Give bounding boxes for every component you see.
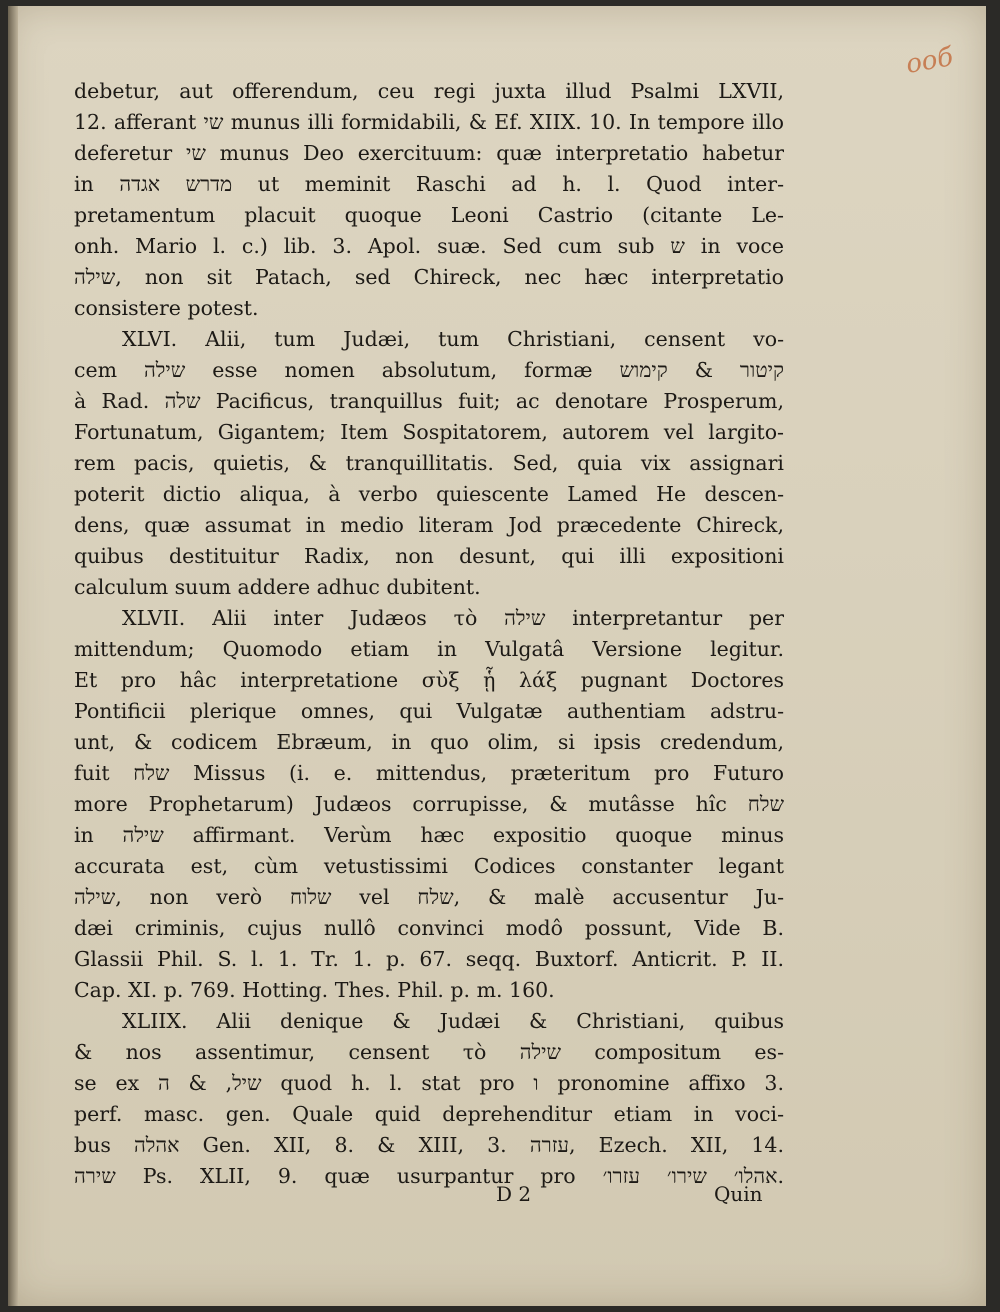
text-line: rem pacis, quietis, & tranquillitatis. Sed, quia vix assignari — [74, 451, 784, 475]
text-line: pretamentum placuit quoque Leoni Castrio (citante Le- — [74, 203, 784, 227]
paragraph-start-xliix: XLIIX. Alii denique & Judæi & Christiani, quibus — [122, 1009, 784, 1033]
text-line: שילה, non sit Patach, sed Chireck, nec hæc interpretatio — [74, 265, 784, 289]
text-line: poterit dictio aliqua, à verbo quiescente Lamed He descen- — [74, 482, 784, 506]
text-line: bus אהלה Gen. XII, 8. & XIII, 3. עזרה, Ezech. XII, 14. — [74, 1133, 784, 1157]
text-line: quibus destituitur Radix, non desunt, qui illi expositioni — [74, 544, 784, 568]
text-line: consistere potest. — [74, 296, 259, 320]
folio-mark: ооб — [903, 42, 956, 80]
text-line: Et pro hâc interpretatione σὺξ ᾗ λάξ pugnant Doctores — [74, 668, 784, 692]
text-line: à Rad. שלה Pacificus, tranquillus fuit; ac denotare Prosperum, — [74, 389, 784, 413]
text-line: cem שילה esse nomen absolutum, formæ קיטור & קימוש — [74, 358, 784, 382]
signature-mark: D 2 — [496, 1182, 532, 1206]
paragraph-start-xlvii: XLVII. Alii inter Judæos τὸ שילה interpretantur per — [122, 606, 784, 630]
catchword: Quin — [714, 1182, 763, 1206]
text-line: dens, quæ assumat in medio literam Jod præcedente Chireck, — [74, 513, 784, 537]
text-line: Glassii Phil. S. l. 1. Tr. 1. p. 67. seqq. Buxtorf. Anticrit. P. II. — [74, 947, 784, 971]
text-line: Cap. XI. p. 769. Hotting. Thes. Phil. p. m. 160. — [74, 978, 555, 1002]
text-line: Pontificii plerique omnes, qui Vulgatæ authentiam adstru- — [74, 699, 784, 723]
text-line: calculum suum addere adhuc dubitent. — [74, 575, 481, 599]
text-line: more Prophetarum) Judæos corrupisse, & mutâsse hîc שלח — [74, 792, 784, 816]
text-line: debetur, aut offerendum, ceu regi juxta illud Psalmi LXVII, — [74, 79, 784, 103]
text-line: in שילה affirmant. Verùm hæc expositio quoque minus — [74, 823, 784, 847]
text-line: in מדרש אגדה ut meminit Raschi ad h. l. Quod inter- — [74, 172, 784, 196]
page-gutter — [8, 6, 18, 1306]
text-line: 12. afferant שי munus illi formidabili, & Ef. XIIX. 10. In tempore illo — [74, 110, 784, 134]
text-line: mittendum; Quomodo etiam in Vulgatâ Versione legitur. — [74, 637, 784, 661]
text-line: se ex שיל, & ה quod h. l. stat pro ו pronomine affixo 3. — [74, 1071, 784, 1095]
book-page — [8, 6, 986, 1306]
text-line: deferetur שי munus Deo exercituum: quæ interpretatio habetur — [74, 141, 784, 165]
text-line: dæi criminis, cujus nullô convinci modô possunt, Vide B. — [74, 916, 784, 940]
text-line: onh. Mario l. c.) lib. 3. Apol. suæ. Sed cum sub ש in voce — [74, 234, 784, 258]
body-text — [74, 76, 784, 1192]
text-line: fuit שלח Missus (i. e. mittendus, præteritum pro Futuro — [74, 761, 784, 785]
text-line: שירה Ps. XLII, 9. quæ usurpantur pro אהלו׳ שירו׳ עזרו׳. — [74, 1164, 784, 1188]
paragraph-start-xlvi: XLVI. Alii, tum Judæi, tum Christiani, censent vo- — [122, 327, 784, 351]
text-line: perf. masc. gen. Quale quid deprehenditur etiam in voci- — [74, 1102, 784, 1126]
text-line: Fortunatum, Gigantem; Item Sospitatorem, autorem vel largito- — [74, 420, 784, 444]
text-line: unt, & codicem Ebræum, in quo olim, si ipsis credendum, — [74, 730, 784, 754]
text-line: שילה, non verò שלוח vel שלח, & malè accusentur Ju- — [74, 885, 784, 909]
text-line: accurata est, cùm vetustissimi Codices constanter legant — [74, 854, 784, 878]
text-line: & nos assentimur, censent τὸ שילה compositum es- — [74, 1040, 784, 1064]
